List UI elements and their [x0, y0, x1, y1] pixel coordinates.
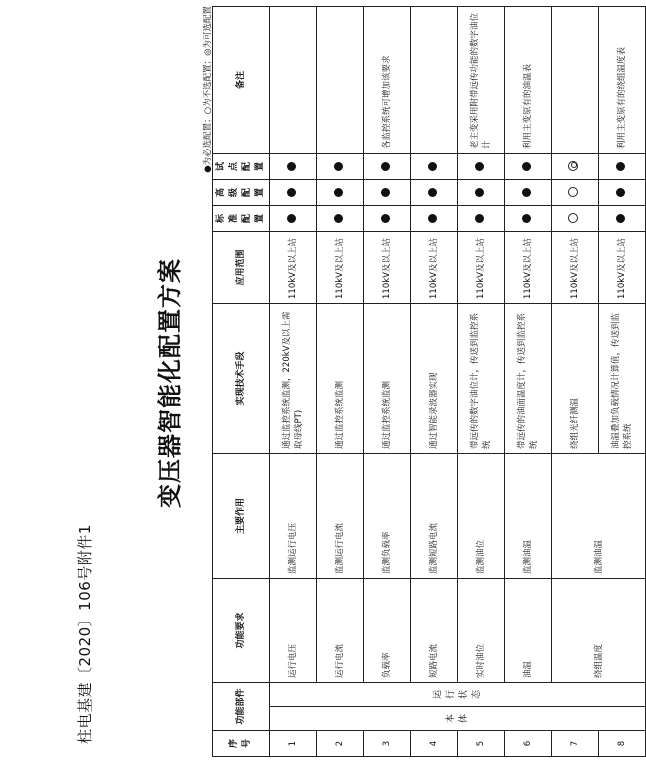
cell-note	[317, 6, 364, 153]
cell-seq: 4	[411, 731, 458, 757]
cell-scope: 110kV及以上站	[270, 231, 317, 303]
cell-tech: 带远传的数字油位计，传送到监控系统	[458, 303, 505, 453]
cell-adv	[317, 179, 364, 205]
selected-dot-icon	[428, 214, 437, 223]
cell-adv	[599, 179, 646, 205]
legend-note: ●为必选配置；○为不选配置；◎为可选配置	[203, 6, 213, 173]
cell-std	[505, 205, 552, 231]
cell-req: 油温	[505, 578, 552, 682]
cell-pilot	[552, 153, 599, 179]
selected-dot-icon	[381, 214, 390, 223]
cell-tech: 通过监控系统监测	[317, 303, 364, 453]
cell-req: 运行电流	[317, 578, 364, 682]
selected-dot-icon	[287, 188, 296, 197]
cell-scope: 110kV及以上站	[364, 231, 411, 303]
header-role: 主要作用	[213, 453, 270, 578]
cell-pilot	[458, 153, 505, 179]
table-body	[270, 6, 646, 756]
header-seq: 序号	[213, 731, 270, 757]
cell-tech: 通过监控系统监测	[364, 303, 411, 453]
cell-adv	[458, 179, 505, 205]
cell-tech: 绕组光纤测温	[552, 303, 599, 453]
cell-std	[411, 205, 458, 231]
document-number: 柱电基建〔2020〕106号附件1	[76, 524, 94, 744]
selected-dot-icon	[428, 162, 437, 171]
selected-dot-icon	[334, 162, 343, 171]
cell-subgroup: 运行状态	[270, 682, 646, 706]
selected-dot-icon	[522, 162, 531, 171]
cell-role: 监测运行电流	[317, 453, 364, 578]
config-table	[212, 6, 646, 757]
cell-req: 实时油位	[458, 578, 505, 682]
cell-seq: 8	[599, 731, 646, 757]
selected-dot-icon	[616, 162, 625, 171]
selected-dot-icon	[334, 188, 343, 197]
table-row	[364, 6, 411, 756]
cell-role: 监测负载率	[364, 453, 411, 578]
unselected-circle-icon	[568, 187, 578, 197]
selected-dot-icon	[287, 214, 296, 223]
cell-pilot	[317, 153, 364, 179]
cell-seq: 6	[505, 731, 552, 757]
cell-role: 监测短路电流	[411, 453, 458, 578]
cell-adv	[411, 179, 458, 205]
table-row	[505, 6, 552, 756]
cell-req: 短路电流	[411, 578, 458, 682]
cell-pilot	[270, 153, 317, 179]
cell-pilot	[599, 153, 646, 179]
cell-note: 利用主变原有的绕组温度表	[599, 6, 646, 153]
unselected-circle-icon	[568, 213, 578, 223]
table-row	[552, 6, 599, 756]
table-header-row	[213, 6, 270, 756]
cell-note	[411, 6, 458, 153]
header-tech: 实现技术手段	[213, 303, 270, 453]
cell-scope: 110kV及以上站	[552, 231, 599, 303]
header-note: 备注	[213, 6, 270, 153]
table-row	[317, 6, 364, 756]
cell-seq: 1	[270, 731, 317, 757]
cell-adv	[552, 179, 599, 205]
cell-seq: 2	[317, 731, 364, 757]
cell-req: 运行电压	[270, 578, 317, 682]
cell-std	[552, 205, 599, 231]
selected-dot-icon	[522, 188, 531, 197]
cell-pilot	[364, 153, 411, 179]
cell-pilot	[505, 153, 552, 179]
cell-std	[364, 205, 411, 231]
cell-role: 监测运行电压	[270, 453, 317, 578]
selected-dot-icon	[475, 214, 484, 223]
header-std: 标准配置	[213, 205, 270, 231]
cell-pilot	[411, 153, 458, 179]
cell-scope: 110kV及以上站	[458, 231, 505, 303]
cell-adv	[505, 179, 552, 205]
header-req: 功能要求	[213, 578, 270, 682]
cell-note	[270, 6, 317, 153]
cell-std	[270, 205, 317, 231]
header-adv: 高级配置	[213, 179, 270, 205]
cell-note: 各监控系统可增加该要求	[364, 6, 411, 153]
cell-tech: 油温叠加负载情况计算值，传送到监控系统	[599, 303, 646, 453]
cell-role: 监测油温	[552, 453, 646, 578]
table-row	[411, 6, 458, 756]
cell-role: 监测油位	[458, 453, 505, 578]
cell-adv	[364, 179, 411, 205]
cell-std	[317, 205, 364, 231]
cell-tech: 带远传的油面温度计，传送到监控系统	[505, 303, 552, 453]
cell-tech: 通过智能录波器实现	[411, 303, 458, 453]
cell-scope: 110kV及以上站	[599, 231, 646, 303]
cell-scope: 110kV及以上站	[317, 231, 364, 303]
cell-seq: 7	[552, 731, 599, 757]
cell-std	[458, 205, 505, 231]
cell-std	[599, 205, 646, 231]
cell-note: 老主变采用附带远传功能的数字油位计	[458, 6, 505, 153]
selected-dot-icon	[616, 188, 625, 197]
selected-dot-icon	[334, 214, 343, 223]
page-title: 变压器智能化配置方案	[156, 258, 184, 508]
selected-dot-icon	[287, 162, 296, 171]
selected-dot-icon	[522, 214, 531, 223]
cell-part: 本体	[270, 707, 646, 731]
selected-dot-icon	[381, 162, 390, 171]
selected-dot-icon	[475, 162, 484, 171]
cell-tech: 通过监控系统监测，220kV及以上需取母线PT)	[270, 303, 317, 453]
cell-req: 绕组温度	[552, 578, 646, 682]
table-row	[458, 6, 505, 756]
cell-adv	[270, 179, 317, 205]
cell-seq: 3	[364, 731, 411, 757]
optional-circle-icon	[568, 161, 578, 171]
cell-req: 负载率	[364, 578, 411, 682]
cell-scope: 110kV及以上站	[505, 231, 552, 303]
selected-dot-icon	[616, 214, 625, 223]
cell-note	[552, 6, 599, 153]
header-scope: 应用范围	[213, 231, 270, 303]
cell-scope: 110kV及以上站	[411, 231, 458, 303]
table-row	[270, 6, 317, 756]
cell-role: 监测油温	[505, 453, 552, 578]
selected-dot-icon	[428, 188, 437, 197]
cell-note: 利用主变原有的油温表	[505, 6, 552, 153]
selected-dot-icon	[475, 188, 484, 197]
header-part: 功能部件	[213, 682, 270, 730]
selected-dot-icon	[381, 188, 390, 197]
header-pilot: 试点配置	[213, 153, 270, 179]
cell-seq: 5	[458, 731, 505, 757]
